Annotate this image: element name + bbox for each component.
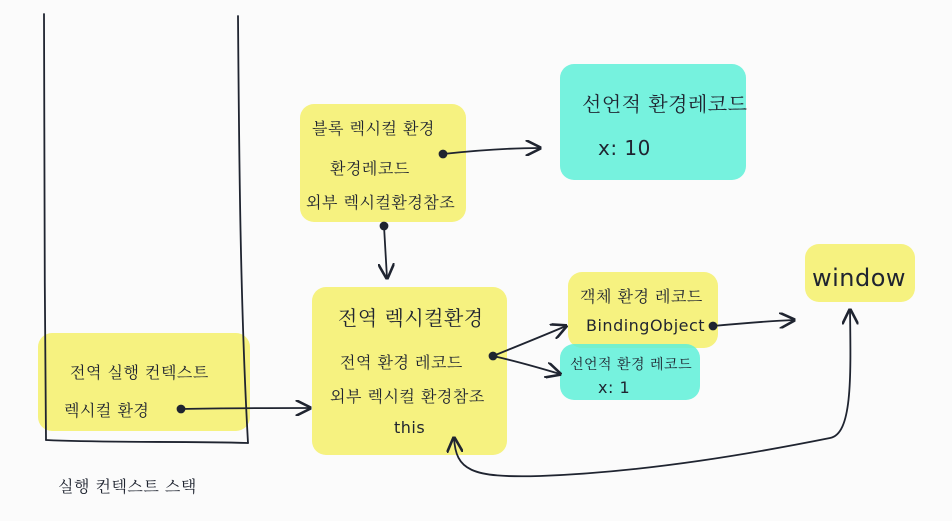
object-record-title: 객체 환경 레코드 bbox=[580, 287, 703, 306]
declarative-top-title: 선언적 환경레코드 bbox=[582, 92, 748, 116]
outer-env-ref: 외부 렉시컬환경참조 bbox=[306, 193, 456, 212]
declarative-top-value: x: 10 bbox=[598, 136, 651, 160]
outer-env-record: 환경레코드 bbox=[330, 159, 410, 178]
declarative-bottom-value: x: 1 bbox=[598, 378, 631, 397]
declarative-bottom-title: 선언적 환경 레코드 bbox=[570, 357, 693, 373]
binding-to-window-arrow bbox=[713, 320, 794, 326]
global-env-this: this bbox=[394, 418, 426, 437]
global-to-object-arrow bbox=[493, 326, 566, 356]
global-env-title: 전역 렉시컬환경 bbox=[338, 306, 484, 330]
window-label: window bbox=[812, 264, 907, 292]
stack-to-global-arrow bbox=[181, 408, 310, 409]
global-env-record: 전역 환경 레코드 bbox=[340, 353, 463, 372]
stack-left-wall bbox=[44, 14, 46, 440]
global-to-declarative-arrow bbox=[493, 356, 560, 374]
global-env-outer-ref: 외부 렉시컬 환경참조 bbox=[330, 387, 485, 406]
stack-context-title: 전역 실행 컨텍스트 bbox=[70, 363, 209, 382]
outer-env-title: 블록 렉시컬 환경 bbox=[312, 119, 435, 138]
outer-to-declarative-arrow bbox=[443, 148, 540, 154]
binding-object-label: BindingObject bbox=[586, 316, 706, 335]
stack-right-wall bbox=[238, 16, 248, 443]
stack-bottom-wall bbox=[46, 440, 248, 443]
stack-lexical-env: 렉시컬 환경 bbox=[64, 401, 150, 420]
outer-to-global-arrow bbox=[384, 226, 387, 278]
stack-caption: 실행 컨텍스트 스택 bbox=[58, 477, 197, 496]
